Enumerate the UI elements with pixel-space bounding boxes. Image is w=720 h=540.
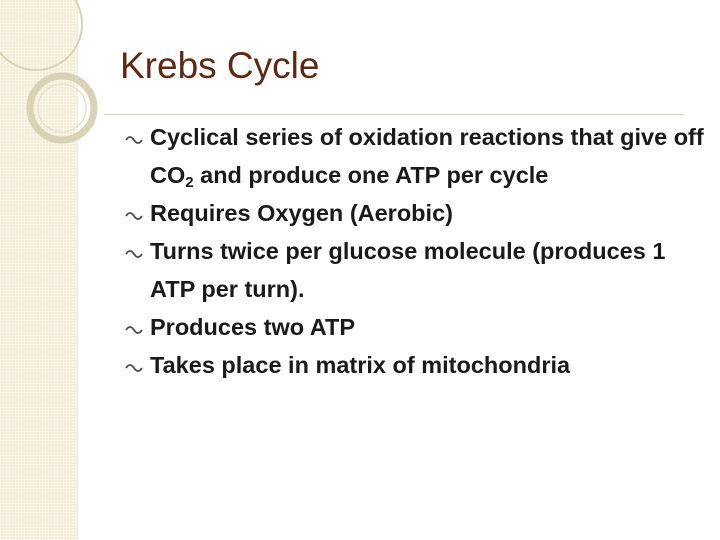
subscript-two: 2 (185, 174, 194, 191)
bullet-item-takes-place (124, 346, 704, 384)
bullet-item-cyclical-series (124, 118, 704, 194)
slide-title: Krebs Cycle (120, 45, 320, 86)
bullet-item-produces-two-atp (124, 308, 704, 346)
bullet-text: Requires Oxygen (Aerobic) (150, 200, 453, 226)
bullet-text: Cyclical series of oxidation reactions that give off $CO_2$ and produce one ATP per cycle (150, 124, 704, 191)
wave-bullet-icon (124, 346, 150, 384)
title-divider (104, 114, 684, 115)
wave-bullet-icon (124, 232, 150, 270)
bullet-item-requires-oxygen (124, 194, 704, 232)
decorative-rings-icon (0, 0, 120, 160)
bullet-item-turns-twice (124, 232, 704, 308)
bullet-text: Turns twice per glucose molecule (produces 1 ATP per turn). (150, 238, 666, 302)
bullet-text: Takes place in matrix of mitochondria (150, 352, 571, 378)
wave-bullet-icon (124, 194, 150, 232)
bullet-text: Produces two ATP (150, 314, 355, 340)
wave-bullet-icon (124, 308, 150, 346)
wave-bullet-icon (124, 118, 150, 156)
bullet-list (124, 118, 704, 384)
